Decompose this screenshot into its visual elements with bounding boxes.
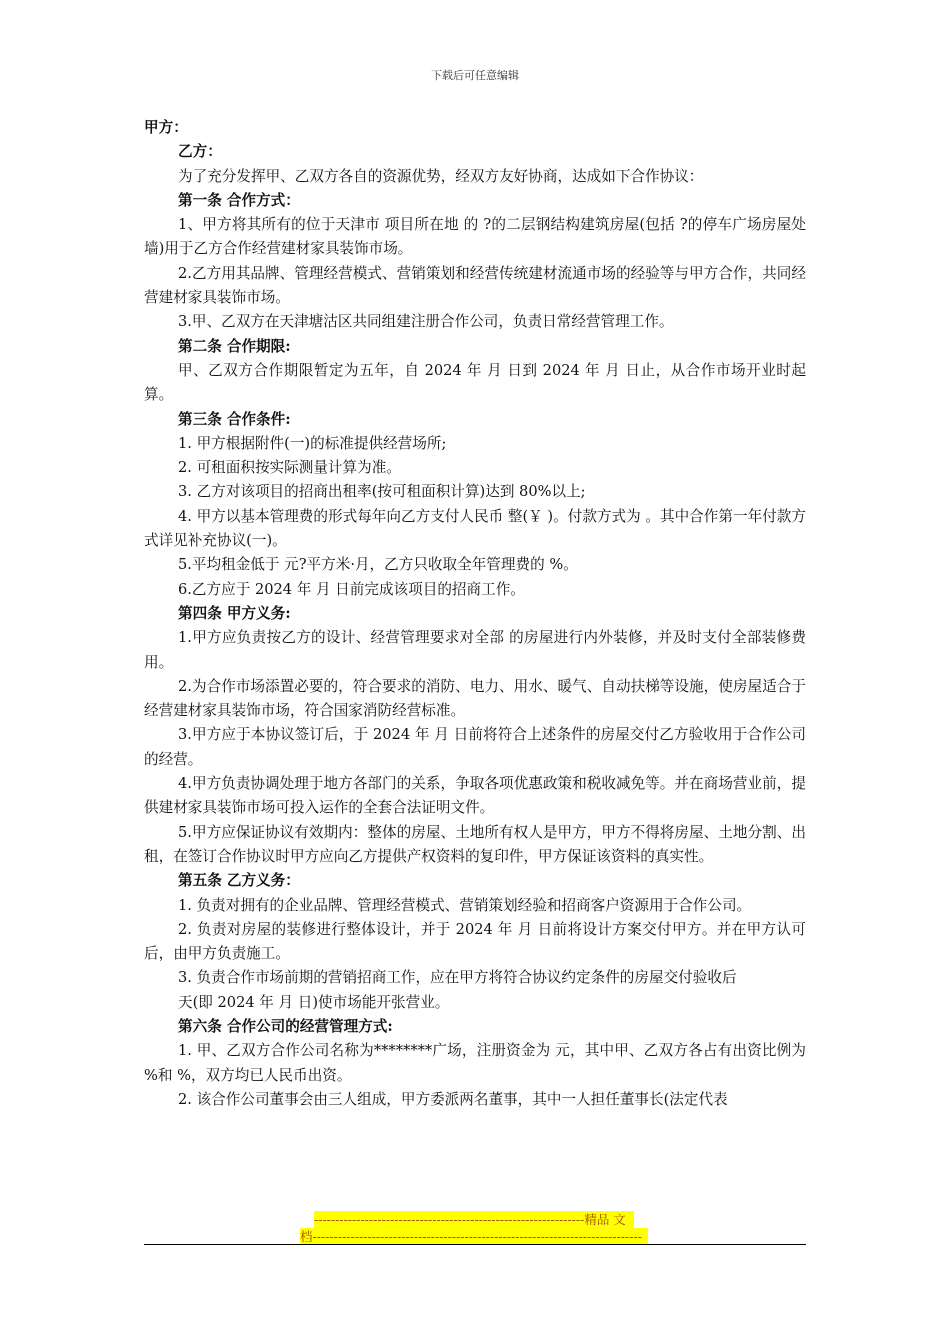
- paragraph: 2. 负责对房屋的装修进行整体设计，并于 2024 年 月 日前将设计方案交付甲方。并在甲方认可后，由甲方负责施工。: [144, 920, 806, 963]
- paragraph: 5.平均租金低于 元?平方米·月，乙方只收取全年管理费的 %。: [178, 556, 578, 574]
- paragraph: 6.乙方应于 2024 年 月 日前完成该项目的招商工作。: [178, 580, 525, 598]
- paragraph: 2.乙方用其品牌、管理经营模式、营销策划和经营传统建材流通市场的经验等与甲方合作，共同经营建材家具装饰市场。: [144, 264, 806, 307]
- footer-banner: [300, 1211, 650, 1245]
- paragraph: 甲、乙双方合作期限暂定为五年，自 2024 年 月 日到 2024 年 月 日止，从合作市场开业时起算。: [144, 361, 806, 404]
- paragraph: 天(即 2024 年 月 日)使市场能开张营业。: [178, 993, 450, 1011]
- page-header-note: 下载后可任意编辑: [431, 69, 519, 82]
- footer-banner-line-2: 档------------------------------------------------------------------------------: [300, 1228, 648, 1245]
- paragraph: 3.甲、乙双方在天津塘沽区共同组建注册合作公司，负责日常经营管理工作。: [178, 313, 674, 331]
- paragraph: 5.甲方应保证协议有效期内：整体的房屋、土地所有权人是甲方，甲方不得将房屋、土地分割、出租，在签订合作协议时甲方应向乙方提供产权资料的复印件，甲方保证该资料的真实性。: [144, 823, 806, 865]
- section-heading: 第五条 乙方义务：: [178, 872, 300, 890]
- section-heading: 甲方：: [144, 119, 188, 136]
- section-heading: 第二条 合作期限:: [178, 337, 291, 355]
- section-heading: 第六条 合作公司的经营管理方式:: [178, 1017, 393, 1035]
- paragraph: 1. 甲方根据附件(一)的标准提供经营场所;: [178, 434, 447, 452]
- paragraph: 1.甲方应负责按乙方的设计、经营管理要求对全部 的房屋进行内外装修，并及时支付全部装修费用。: [144, 629, 806, 671]
- document-body: [144, 116, 806, 1112]
- footer-banner-line-1: ----------------------------------------------------------------精品 文: [314, 1211, 634, 1228]
- section-heading: 第四条 甲方义务:: [178, 604, 291, 622]
- paragraph: 2. 可租面积按实际测量计算为准。: [178, 459, 401, 477]
- paragraph: 3.甲方应于本协议签订后，于 2024 年 月 日前将符合上述条件的房屋交付乙方验收用于合作公司的经营。: [144, 726, 806, 768]
- paragraph: 3. 乙方对该项目的招商出租率(按可租面积计算)达到 80%以上;: [178, 483, 586, 501]
- paragraph: 1. 负责对拥有的企业品牌、管理经营模式、营销策划经验和招商客户资源用于合作公司。: [178, 896, 752, 914]
- paragraph: 3. 负责合作市场前期的营销招商工作，应在甲方将符合协议约定条件的房屋交付验收后: [178, 969, 737, 987]
- paragraph: 2.为合作市场添置必要的，符合要求的消防、电力、用水、暖气、自动扶梯等设施，使房屋适合于经营建材家具装饰市场，符合国家消防经营标准。: [144, 677, 806, 720]
- paragraph: 为了充分发挥甲、乙双方各自的资源优势，经双方友好协商，达成如下合作协议：: [178, 167, 704, 185]
- paragraph: 4. 甲方以基本管理费的形式每年向乙方支付人民币 整(￥ )。付款方式为 。其中合作第一年付款方式详见补充协议(一)。: [144, 507, 806, 550]
- section-heading: 第三条 合作条件:: [178, 410, 291, 428]
- paragraph: 4.甲方负责协调处理于地方各部门的关系，争取各项优惠政策和税收减免等。并在商场营业前，提供建材家具装饰市场可投入运作的全套合法证明文件。: [144, 775, 806, 817]
- section-heading: 第一条 合作方式：: [178, 191, 300, 209]
- paragraph: 1. 甲、乙双方合作公司名称为********广场，注册资金为 元，其中甲、乙双方各占有出资比例为 %和 %，双方均已人民币出资。: [144, 1042, 806, 1084]
- paragraph: 1、甲方将其所有的位于天津市 项目所在地 的 ?的二层钢结构建筑房屋(包括 ?的停车广场房屋处墙)用于乙方合作经营建材家具装饰市场。: [144, 216, 806, 258]
- section-heading: 乙方：: [178, 143, 222, 161]
- paragraph: 2. 该合作公司董事会由三人组成，甲方委派两名董事，其中一人担任董事长(法定代表: [178, 1090, 728, 1108]
- footer-rule: [144, 1244, 806, 1245]
